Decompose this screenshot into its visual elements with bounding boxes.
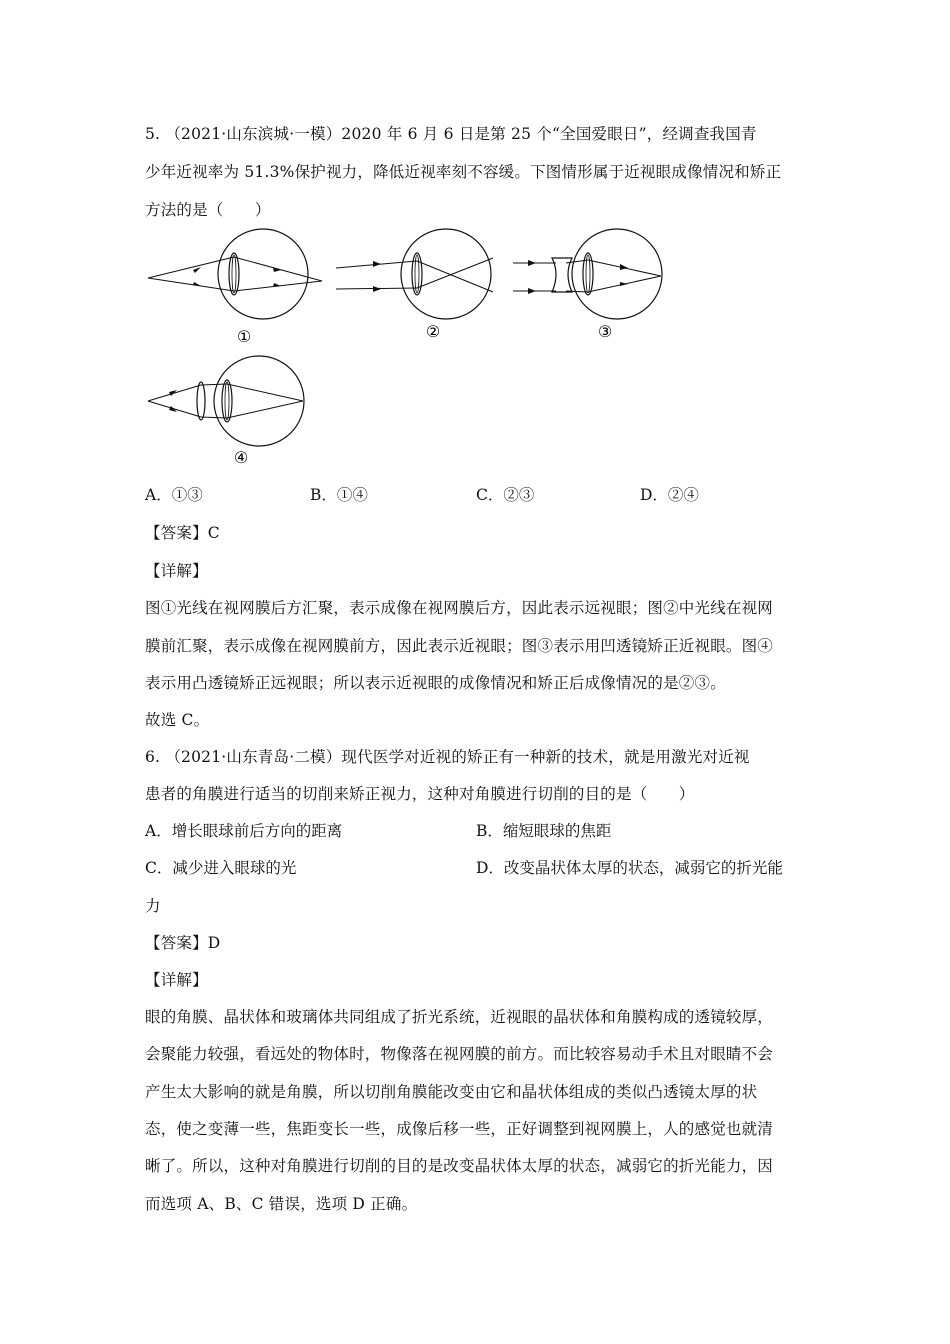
eye-diagram-3 [510,228,670,348]
eye-diagram-1 [145,228,330,348]
figure-label-1: ① [236,327,252,346]
q5-detail-line-1: 图①光线在视网膜后方汇聚，表示成像在视网膜后方，因此表示远视眼；图②中光线在视网 [145,599,774,617]
eye-diagram-4 [145,355,330,470]
q5-option-c: C．②③ [476,486,535,504]
q6-detail-line-6: 而选项 A、B、C 错误，选项 D 正确。 [145,1195,418,1213]
figure-label-2: ② [425,322,441,341]
q6-detail-heading: 【详解】 [145,971,208,989]
q6-option-c: C．减少进入眼球的光 [145,859,297,877]
q6-option-d: D．改变晶状体太厚的状态，减弱它的折光能 [476,859,783,877]
q5-stem-line-2: 少年近视率为 51.3%保护视力，降低近视率刻不容缓。下图情形属于近视眼成像情况和矫正 [145,163,782,181]
eye-diagram-2 [333,228,508,348]
q6-option-d-wrap: 力 [145,897,161,915]
q5-detail-line-4: 故选 C。 [145,711,210,729]
q6-answer: 【答案】D [145,934,221,952]
q6-stem-line-2: 患者的角膜进行适当的切削来矫正视力，这种对角膜进行切削的目的是（ ） [145,785,695,803]
q5-detail-line-3: 表示用凸透镜矫正远视眼；所以表示近视眼的成像情况和矫正后成像情况的是②③。 [145,674,726,692]
q5-detail-heading: 【详解】 [145,562,208,580]
q5-stem-line-1: 5. （2021·山东滨城·一模）2020 年 6 月 6 日是第 25 个“全国爱眼日”，经调查我国青 [145,125,757,143]
q5-answer: 【答案】C [145,524,220,542]
q6-stem-line-1: 6. （2021·山东青岛·二模）现代医学对近视的矫正有一种新的技术，就是用激光对近视 [145,748,750,766]
q6-detail-line-1: 眼的角膜、晶状体和玻璃体共同组成了折光系统，近视眼的晶状体和角膜构成的透镜较厚， [145,1008,774,1026]
q5-option-a: A．①③ [145,486,203,504]
q5-option-b: B．①④ [310,486,368,504]
figure-label-4: ④ [233,448,249,467]
q5-detail-line-2: 膜前汇聚，表示成像在视网膜前方，因此表示近视眼；图③表示用凹透镜矫正近视眼。图④ [145,637,774,655]
q5-stem-line-3: 方法的是（ ） [145,201,271,219]
q6-detail-line-5: 晰了。所以，这种对角膜进行切削的目的是改变晶状体太厚的状态，减弱它的折光能力，因 [145,1157,774,1175]
figure-label-3: ③ [597,322,613,341]
q5-option-d: D．②④ [640,486,699,504]
q6-option-b: B．缩短眼球的焦距 [476,822,612,840]
q6-detail-line-3: 产生太大影响的就是角膜，所以切削角膜能改变由它和晶状体组成的类似凸透镜太厚的状 [145,1083,758,1101]
q6-option-a: A．增长眼球前后方向的距离 [145,822,343,840]
q6-detail-line-4: 态，使之变薄一些，焦距变长一些，成像后移一些，正好调整到视网膜上，人的感觉也就清 [145,1120,774,1138]
q6-detail-line-2: 会聚能力较强，看远处的物体时，物像落在视网膜的前方。而比较容易动手术且对眼睛不会 [145,1045,774,1063]
